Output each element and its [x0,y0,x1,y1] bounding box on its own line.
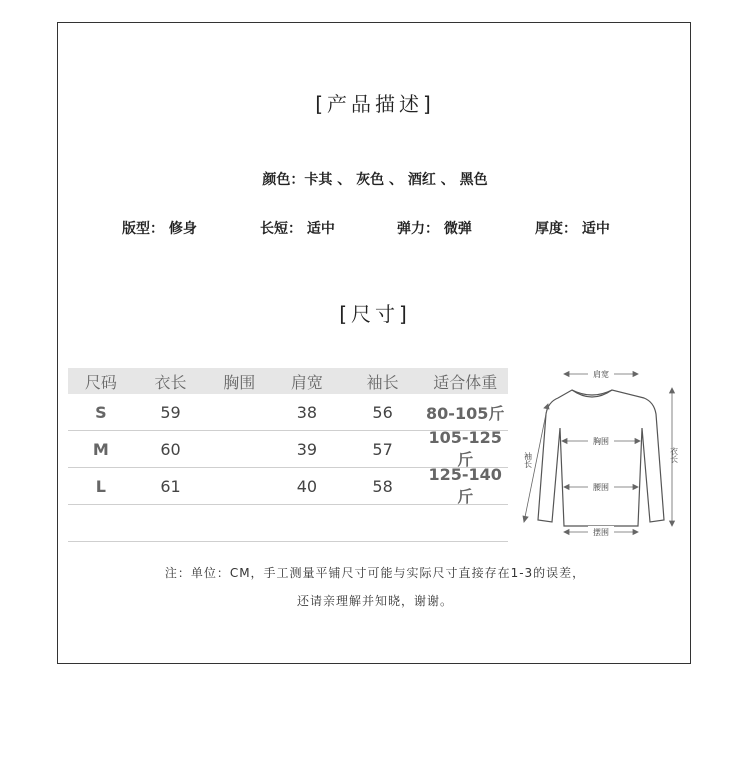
cell-sleeve: 58 [372,476,393,496]
cell-sleeve: 56 [372,402,393,422]
header-shoulder: 肩宽 [290,372,323,392]
neckline [572,390,612,397]
cell-size: M [92,439,109,459]
cell-shoulder: 40 [296,476,318,496]
label-sleeve-length: 袖长 [523,452,533,468]
attr-length: 长短： 适中 [260,221,335,237]
sweater-diagram-icon [514,362,690,552]
table-row [68,428,508,469]
header-chest: 胸围 [223,372,256,392]
cell-shoulder: 39 [296,439,318,459]
label-hem: 摆围 [593,528,609,537]
table-row-empty [68,505,508,542]
note-line-2: 还请亲理解并知晓，谢谢。 [296,594,453,608]
table-header [68,368,508,394]
header-size: 尺码 [84,372,117,392]
label-waist: 腰围 [593,483,609,492]
attr-fit: 版型： 修身 [122,221,197,237]
size-table [68,368,508,542]
cell-length: 60 [160,439,181,459]
table-row [68,394,508,431]
size-title: [尺寸] [339,302,411,326]
label-shoulder: 肩宽 [593,370,609,379]
cell-length: 59 [160,402,181,422]
header-weight: 适合体重 [433,372,498,392]
label-chest: 胸围 [593,437,609,446]
header-sleeve: 袖长 [366,372,399,392]
colors-line: 颜色：卡其 、 灰色 、 酒红 、 黑色 [262,172,488,188]
attr-thickness: 厚度： 适中 [535,221,610,237]
cell-sleeve: 57 [372,439,393,459]
note-line-1: 注：单位：CM，手工测量平铺尺寸可能与实际尺寸直接存在1-3的误差， [164,566,586,580]
attr-elasticity: 弹力： 微弹 [397,221,472,237]
description-title: [产品描述] [315,92,435,116]
cell-size: L [95,476,106,496]
sweater-outline [538,390,664,526]
cell-weight: 105-125斤 [428,428,502,469]
header-length: 衣长 [154,372,187,392]
cell-shoulder: 38 [296,402,318,422]
cell-size: S [95,402,107,422]
cell-weight: 125-140斤 [428,465,502,506]
table-row [68,465,508,506]
cell-weight: 80-105斤 [426,403,505,423]
cell-length: 61 [160,476,181,496]
label-body-length: 衣长 [669,447,679,463]
